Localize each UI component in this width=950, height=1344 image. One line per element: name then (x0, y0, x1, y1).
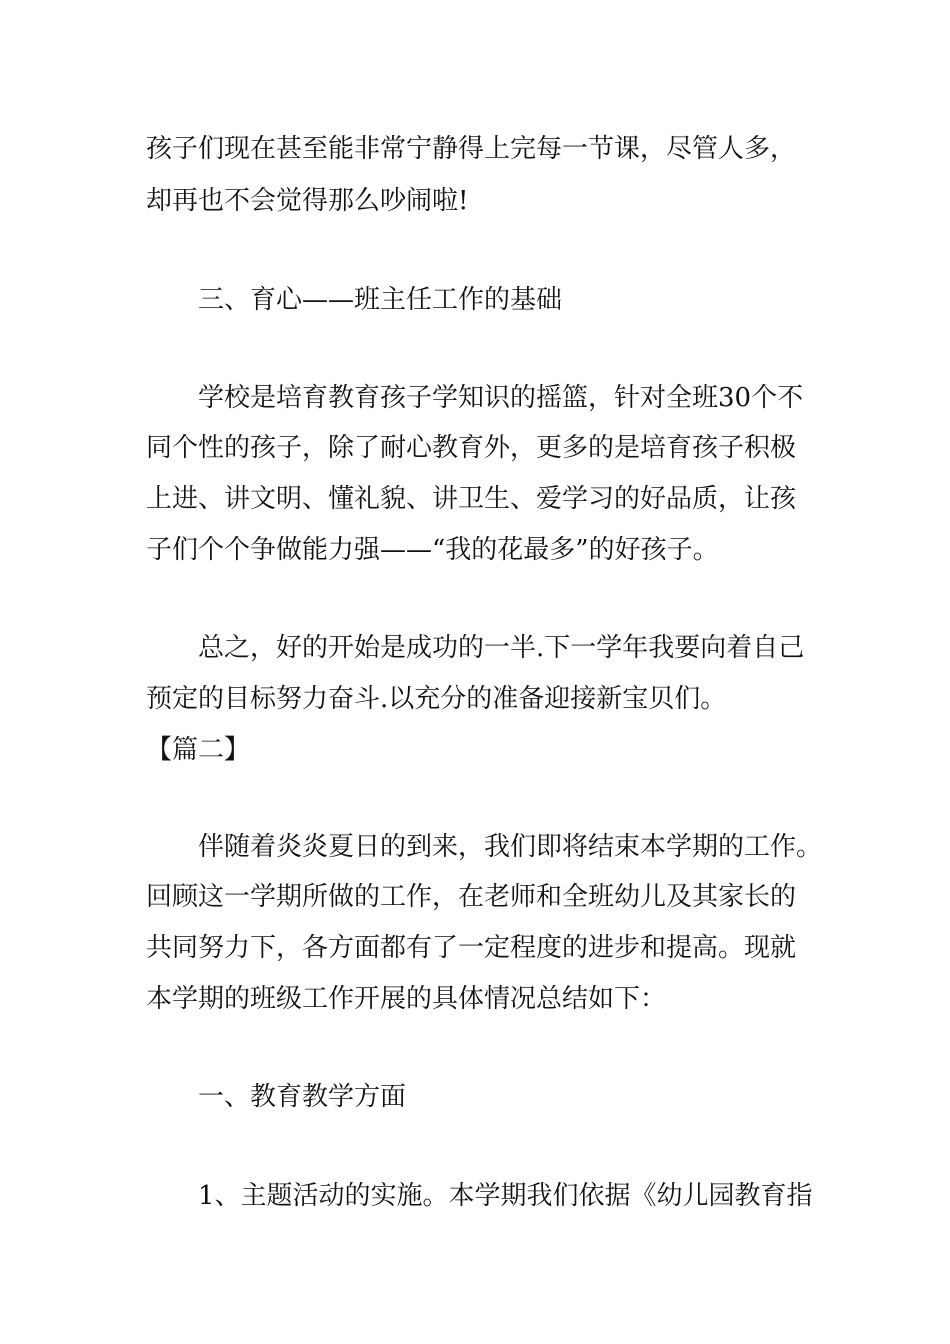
part-label: 【篇二】 (146, 735, 251, 765)
section-heading: 一、教育教学方面 (198, 1082, 407, 1112)
paragraph-line: 上进、讲文明、懂礼貌、讲卫生、爱学习的好品质，让孩 (146, 484, 797, 514)
paragraph-line: 孩子们现在甚至能非常宁静得上完每一节课，尽管人多， (146, 134, 797, 164)
paragraph-line: 伴随着炎炎夏日的到来，我们即将结束本学期的工作。 (198, 832, 823, 862)
paragraph-line: 却再也不会觉得那么吵闹啦! (146, 186, 469, 216)
paragraph-line: 1、主题活动的实施。本学期我们依据《幼儿园教育指 (198, 1181, 813, 1211)
paragraph-line: 本学期的班级工作开展的具体情况总结如下： (146, 984, 667, 1014)
paragraph-line: 同个性的孩子，除了耐心教育外，更多的是培育孩子积极 (146, 433, 797, 463)
paragraph-line: 总之，好的开始是成功的一半.下一学年我要向着自己 (198, 633, 805, 663)
paragraph-line: 子们个个争做能力强——“我的花最多”的好孩子。 (146, 535, 719, 565)
paragraph-line: 预定的目标努力奋斗.以充分的准备迎接新宝贝们。 (146, 684, 727, 714)
section-heading: 三、育心——班主任工作的基础 (198, 285, 563, 315)
paragraph-line: 回顾这一学期所做的工作，在老师和全班幼儿及其家长的 (146, 882, 797, 912)
paragraph-line: 学校是培育教育孩子学知识的摇篮，针对全班30个不 (198, 383, 804, 413)
paragraph-line: 共同努力下，各方面都有了一定程度的进步和提高。现就 (146, 933, 797, 963)
